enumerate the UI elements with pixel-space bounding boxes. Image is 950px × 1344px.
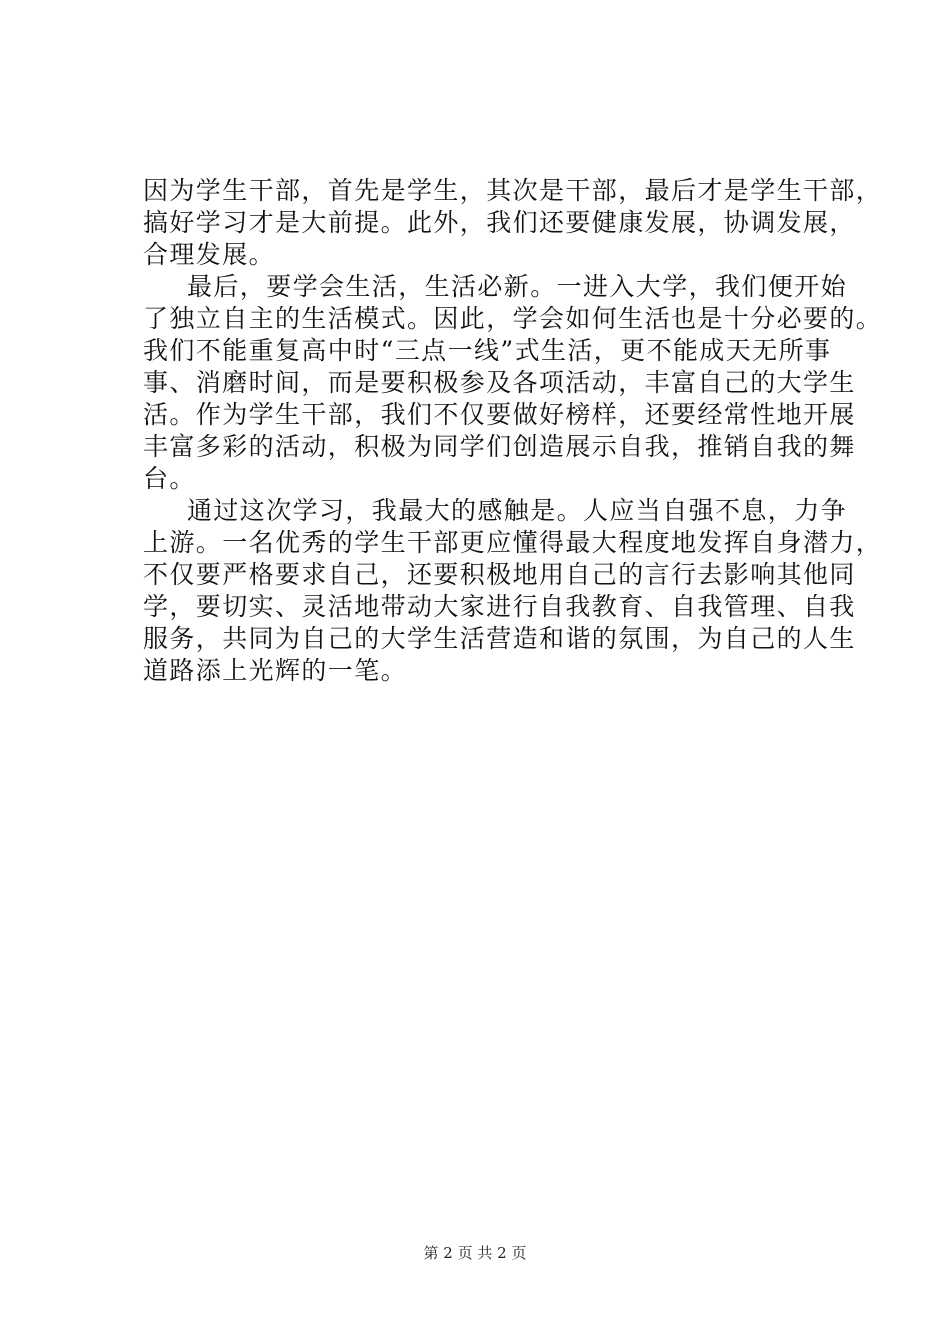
paragraph-start-line: 最后，要学会生活，生活必新。一进入大学，我们便开始 [187, 272, 848, 301]
text-line: 合理发展。 [143, 240, 276, 269]
text-line: 丰富多彩的活动，积极为同学们创造展示自我，推销自我的舞 [143, 432, 856, 461]
text-line: 我们不能重复高中时“三点一线”式生活，更不能成天无所事 [143, 336, 832, 365]
text-line: 搞好学习才是大前提。此外，我们还要健康发展，协调发展， [143, 208, 856, 237]
text-line: 因为学生干部，首先是学生，其次是干部，最后才是学生干部， [143, 176, 883, 205]
text-line: 活。作为学生干部，我们不仅要做好榜样，还要经常性地开展 [143, 400, 856, 429]
text-line: 学，要切实、灵活地带动大家进行自我教育、自我管理、自我 [143, 592, 856, 621]
text-line: 道路添上光辉的一笔。 [143, 656, 408, 685]
text-line: 服务，共同为自己的大学生活营造和谐的氛围，为自己的人生 [143, 624, 856, 653]
text-line: 了独立自主的生活模式。因此，学会如何生活也是十分必要的。 [143, 304, 883, 333]
text-line: 上游。一名优秀的学生干部更应懂得最大程度地发挥自身潜力， [143, 528, 883, 557]
body-text [143, 175, 883, 687]
text-line: 台。 [143, 464, 196, 493]
page-number-footer: 第 2 页 共 2 页 [423, 1244, 527, 1262]
paragraph-start-line: 通过这次学习，我最大的感触是。人应当自强不息，力争 [187, 496, 848, 525]
text-line: 事、消磨时间，而是要积极参及各项活动，丰富自己的大学生 [143, 368, 856, 397]
text-line: 不仅要严格要求自己，还要积极地用自己的言行去影响其他同 [143, 560, 856, 589]
